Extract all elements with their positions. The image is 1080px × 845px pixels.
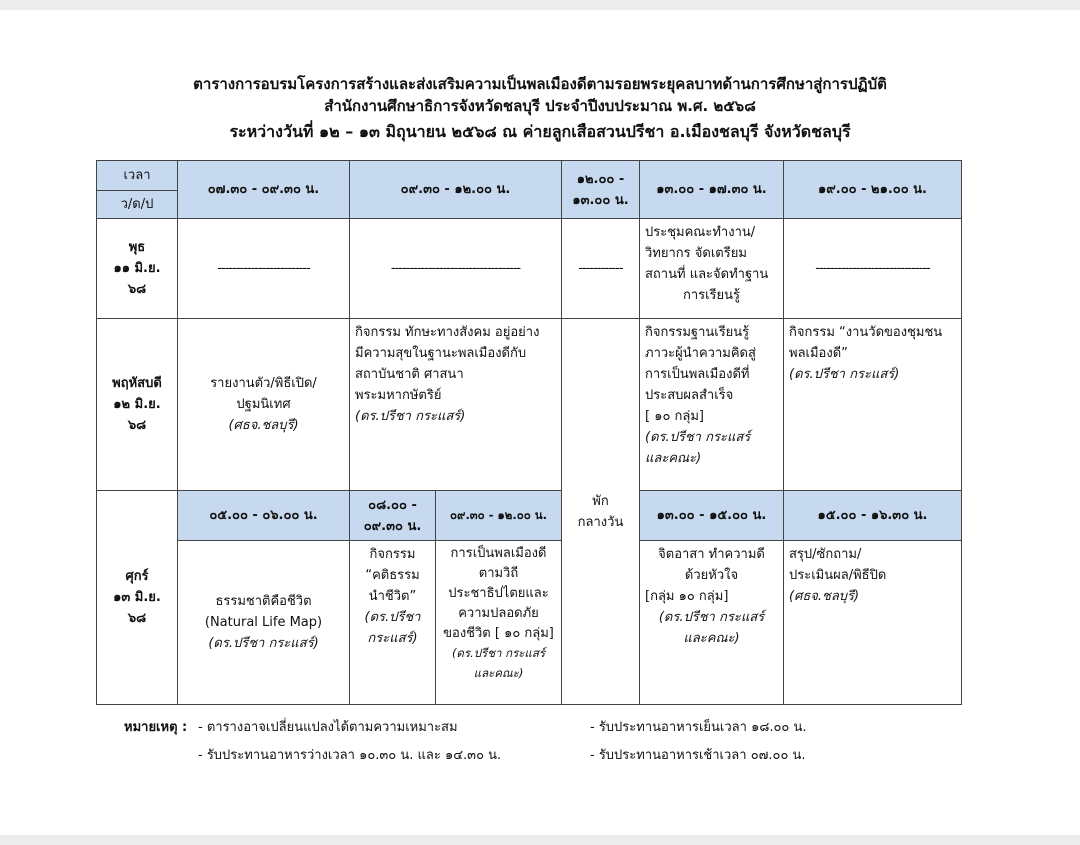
activity-thu-5: กิจกรรม “งานวัดของชุมชน พลเมืองดี” (ดร.ปรีชา กระแสร์) bbox=[784, 319, 962, 491]
day-wed: พุธ ๑๑ มิ.ย. ๖๘ bbox=[97, 219, 178, 319]
note-2: - รับประทานอาหารเย็นเวลา ๑๘.๐๐ น. bbox=[590, 720, 807, 735]
document-title: ตารางการอบรมโครงการสร้างและส่งเสริมความเป็นพลเมืองดีตามรอยพระยุคลบาทด้านการศึกษาสู่การปฏิบัติ bbox=[193, 75, 887, 93]
header-row bbox=[97, 161, 962, 191]
corner-date-label: ว/ด/ป bbox=[97, 191, 178, 219]
activity-wed-afternoon: ประชุมคณะทำงาน/ วิทยากร จัดเตรียม สถานที่ และจัดทำฐาน การเรียนรู้ bbox=[640, 219, 784, 319]
empty-slot-3: ------------ bbox=[562, 219, 640, 319]
activity-thu-4: กิจกรรมฐานเรียนรู้ ภาวะผู้นำความคิดสู่ การเป็นพลเมืองดีที่ ประสบผลสำเร็จ [ ๑๐ กลุ่ม] (ดร.ปรีชา กระแสร์ และคณะ) bbox=[640, 319, 784, 491]
fri-slot-header-2b: ๐๙.๓๐ - ๑๒.๐๐ น. bbox=[436, 491, 562, 541]
slot-header-4: ๑๓.๐๐ - ๑๗.๓๐ น. bbox=[640, 161, 784, 219]
corner-time-label: เวลา bbox=[97, 161, 178, 191]
day-thu: พฤหัสบดี ๑๒ มิ.ย. ๖๘ bbox=[97, 319, 178, 491]
slot-header-3: ๑๒.๐๐ - ๑๓.๐๐ น. bbox=[562, 161, 640, 219]
activity-fri-5: สรุป/ซักถาม/ ประเมินผล/พิธีปิด (ศธจ.ชลบุรี) bbox=[784, 541, 962, 705]
empty-slot-1: ------------------------- bbox=[178, 219, 350, 319]
activity-fri-2b: การเป็นพลเมืองดี ตามวิถี ประชาธิปไตยและ ความปลอดภัย ของชีวิต [ ๑๐ กลุ่ม] (ดร.ปรีชา กระแสร์ และคณะ) bbox=[436, 541, 562, 705]
note-3: - รับประทานอาหารว่างเวลา ๑๐.๓๐ น. และ ๑๔.๓๐ น. bbox=[198, 748, 502, 763]
activity-thu-1: รายงานตัว/พิธีเปิด/ ปฐมนิเทศ (ศธจ.ชลบุรี) bbox=[178, 319, 350, 491]
friday-row bbox=[97, 541, 962, 705]
activity-fri-2a: กิจกรรม “คติธรรม นำชีวิต” (ดร.ปรีชา กระแสร์) bbox=[350, 541, 436, 705]
lunch-break: พัก กลางวัน bbox=[562, 319, 640, 705]
fri-slot-header-2a: ๐๘.๐๐ - ๐๙.๓๐ น. bbox=[350, 491, 436, 541]
fri-slot-header-1: ๐๕.๐๐ - ๐๖.๐๐ น. bbox=[178, 491, 350, 541]
note-4: - รับประทานอาหารเช้าเวลา ๐๗.๐๐ น. bbox=[590, 748, 806, 763]
slot-header-5: ๑๙.๐๐ - ๒๑.๐๐ น. bbox=[784, 161, 962, 219]
slot-header-1: ๐๗.๓๐ - ๐๙.๓๐ น. bbox=[178, 161, 350, 219]
document-page bbox=[0, 10, 1080, 835]
activity-fri-1: ธรรมชาติคือชีวิต (Natural Life Map) (ดร.ปรีชา กระแสร์) bbox=[178, 541, 350, 705]
empty-slot-2: ----------------------------------- bbox=[350, 219, 562, 319]
fri-slot-header-4: ๑๓.๐๐ - ๑๕.๐๐ น. bbox=[640, 491, 784, 541]
day-fri: ศุกร์ ๑๓ มิ.ย. ๖๘ bbox=[97, 491, 178, 705]
document-subtitle: สำนักงานศึกษาธิการจังหวัดชลบุรี ประจำปีงบประมาณ พ.ศ. ๒๕๖๘ bbox=[324, 97, 756, 115]
activity-thu-2: กิจกรรม ทักษะทางสังคม อยู่อย่าง มีความสุขในฐานะพลเมืองดีกับ สถาบันชาติ ศาสนา พระมหากษัตริย์ (ดร.ปรีชา กระแสร์) bbox=[350, 319, 562, 491]
activity-fri-4: จิตอาสา ทำความดี ด้วยหัวใจ [กลุ่ม ๑๐ กลุ่ม] (ดร.ปรีชา กระแสร์ และคณะ) bbox=[640, 541, 784, 705]
document-date-venue: ระหว่างวันที่ ๑๒ – ๑๓ มิถุนายน ๒๕๖๘ ณ ค่ายลูกเสือสวนปรีชา อ.เมืองชลบุรี จังหวัดชลบุรี bbox=[229, 122, 851, 141]
notes-label: หมายเหตุ : bbox=[124, 720, 188, 735]
empty-slot-5: ------------------------------- bbox=[784, 219, 962, 319]
note-1: - ตารางอาจเปลี่ยนแปลงได้ตามความเหมาะสม bbox=[198, 720, 458, 735]
friday-header-row bbox=[97, 491, 962, 541]
fri-slot-header-5: ๑๕.๐๐ - ๑๖.๓๐ น. bbox=[784, 491, 962, 541]
wednesday-row bbox=[97, 219, 962, 319]
slot-header-2: ๐๙.๓๐ - ๑๒.๐๐ น. bbox=[350, 161, 562, 219]
schedule-table bbox=[96, 160, 962, 705]
thursday-row bbox=[97, 319, 962, 491]
